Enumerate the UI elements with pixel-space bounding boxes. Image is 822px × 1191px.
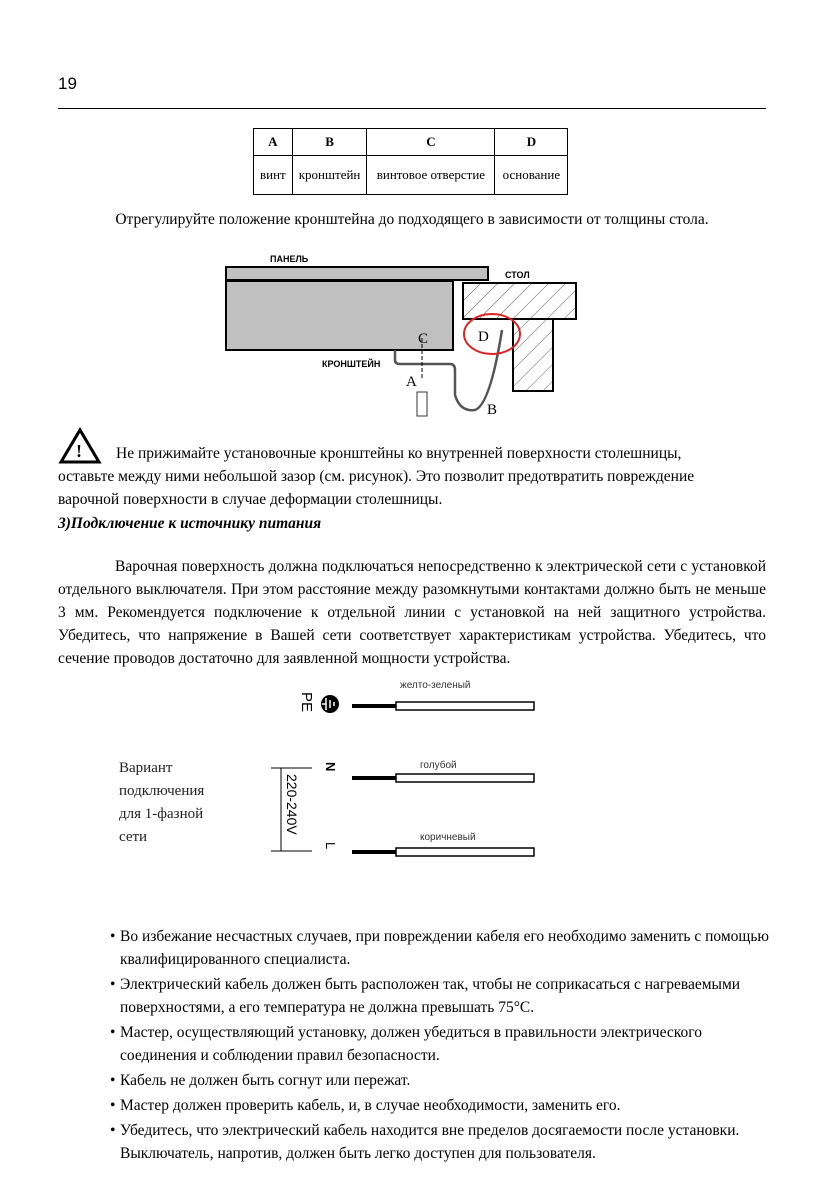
safety-list — [58, 925, 778, 1167]
variant-line: Вариант — [119, 760, 173, 776]
table-header: D — [495, 129, 568, 156]
l-color-label: коричневый — [420, 832, 476, 843]
label-bracket: КРОНШТЕЙН — [322, 359, 381, 369]
voltage-label: 220-240V — [284, 774, 300, 835]
table-header: A — [254, 129, 293, 156]
list-item: • Мастер, осуществляющий установку, должен убедиться в правильности электрического соединения и соблюдении правил безопасности. — [58, 1021, 778, 1067]
list-item: • Во избежание несчастных случаев, при повреждении кабеля его необходимо заменить с помощью квалифицированного специалиста. — [58, 925, 778, 971]
n-color-label: голубой — [420, 760, 457, 771]
pe-color-label: желто-зеленый — [400, 680, 471, 691]
label-a: A — [406, 374, 417, 390]
table-cell: винт — [254, 156, 293, 195]
warning-exclamation: ! — [76, 441, 82, 461]
table-cell: кронштейн — [292, 156, 367, 195]
label-b: B — [487, 402, 498, 418]
label-c: C — [418, 331, 429, 347]
label-d: D — [478, 329, 489, 345]
warning-line-3: варочной поверхности в случае деформации столешницы. — [58, 491, 443, 508]
list-item: • Мастер должен проверить кабель, и, в случае необходимости, заменить его. — [58, 1094, 778, 1117]
pe-label: PE — [298, 692, 315, 713]
list-item: • Электрический кабель должен быть расположен так, чтобы не соприкасаться с нагреваемыми поверхностями, а его температура не должна превышать 75°С. — [58, 973, 778, 1019]
label-panel: ПАНЕЛЬ — [270, 254, 309, 264]
n-label: N — [323, 762, 338, 772]
warning-line-1: Не прижимайте установочные кронштейны ко внутренней поверхности столешницы, — [116, 445, 682, 462]
power-paragraph: Варочная поверхность должна подключаться непосредственно к электрической сети с установкой отдельного выключателя. При этом расстояние между разомкнутыми контактами должно быть не меньше 3 мм. Рекомендуется подключение к отдельной линии с установкой на ней защитного устройства. Убедитесь, что напряжение в Вашей сети соответствует характеристикам устройства. Убедитесь, что сечение проводов достаточно для заявленной мощности устройства. — [58, 558, 766, 667]
warning-line-2: оставьте между ними небольшой зазор (см. рисунок). Это позволит предотвратить повреждение — [58, 468, 695, 485]
tabletop — [463, 283, 576, 319]
variant-line: сети — [119, 829, 148, 845]
label-table: СТОЛ — [505, 270, 530, 280]
panel-top — [226, 267, 488, 280]
variant-line: для 1-фазной — [119, 806, 204, 822]
table-cell: винтовое отверстие — [367, 156, 495, 195]
table-cell: основание — [495, 156, 568, 195]
screw-icon — [417, 392, 427, 416]
l-label: L — [323, 842, 338, 850]
variant-line: подключения — [119, 783, 205, 799]
table-header: C — [367, 129, 495, 156]
section-heading: 3)Подключение к источнику питания — [58, 515, 322, 532]
page-number: 19 — [58, 74, 77, 93]
variant-label — [119, 757, 204, 849]
adjust-text: Отрегулируйте положение кронштейна до подходящего в зависимости от толщины стола. — [115, 211, 709, 228]
list-item: • Убедитесь, что электрический кабель находится вне пределов досягаемости после установки. Выключатель, напротив, должен быть легко доступен для пользователя. — [58, 1119, 778, 1165]
table-header: B — [292, 129, 367, 156]
list-item: • Кабель не должен быть согнут или пережат. — [58, 1069, 778, 1092]
